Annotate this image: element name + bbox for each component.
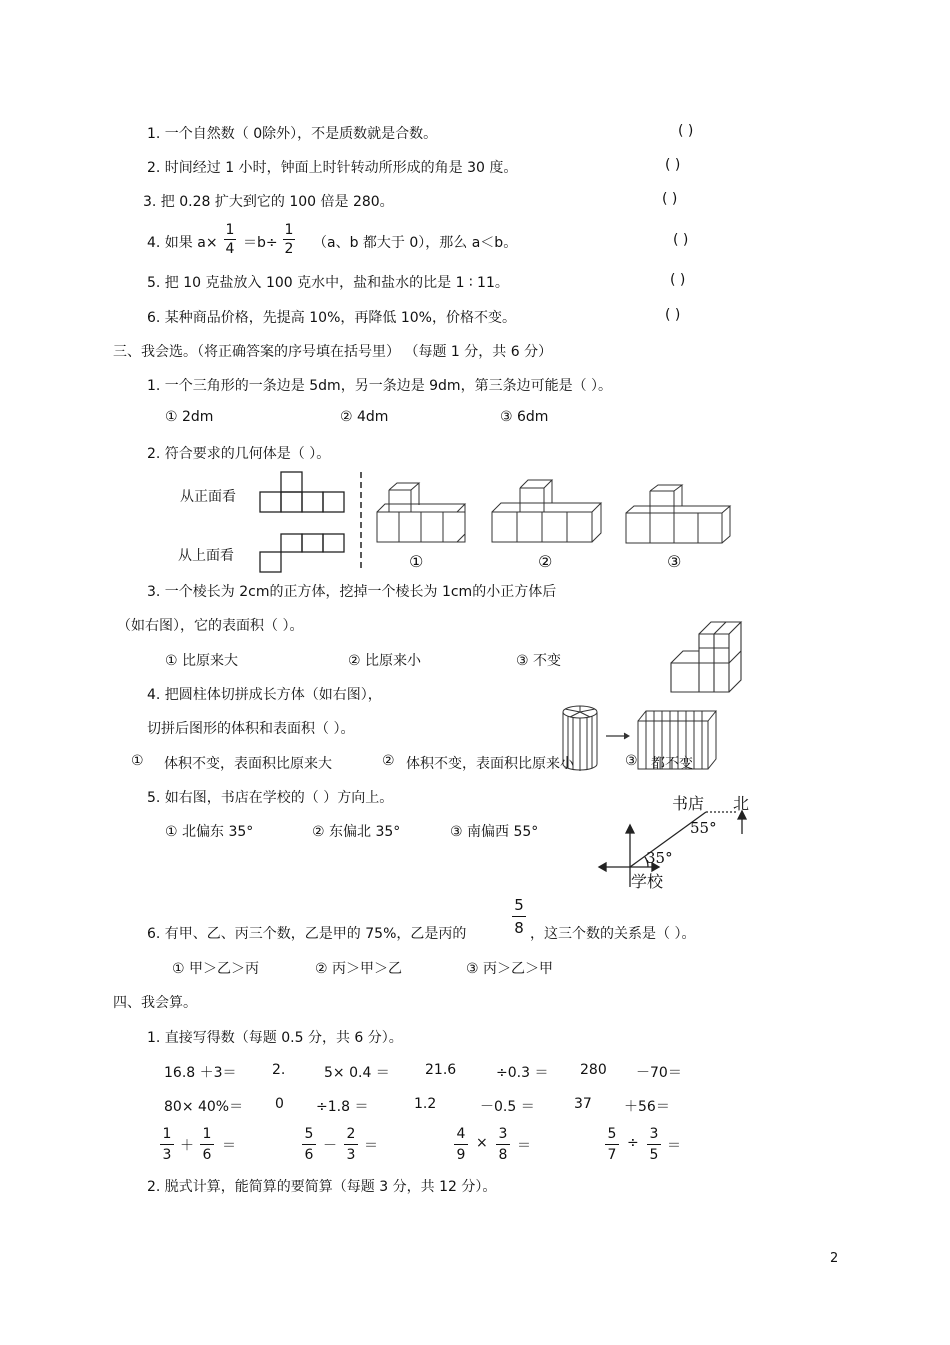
fraction-numerator: 5: [302, 1124, 316, 1145]
judge-item-4-post: （a、b 都大于 0），那么 a＜b。: [313, 235, 518, 251]
calc-row2-expr-3b: －0.5 ＝: [480, 1099, 535, 1115]
section-choose-heading: 三、我会选。（将正确答案的序号填在括号里） （每题 1 分，共 6 分）: [113, 344, 553, 360]
choose-q6-option-2[interactable]: ② 丙＞甲＞乙: [315, 961, 403, 977]
choose-q4-text: 4. 把圆柱体切拼成长方体（如右图），: [147, 687, 382, 703]
fraction-numerator: 2: [344, 1124, 358, 1145]
calc-row2-expr-2a: 0: [275, 1096, 284, 1112]
fraction-denominator: 9: [456, 1147, 466, 1163]
equals-sign: ＝: [222, 1138, 236, 1154]
judge-item-4-mid: ＝b÷: [243, 235, 278, 251]
fraction-denominator: 3: [162, 1147, 172, 1163]
north-label: 北: [733, 794, 750, 813]
equals-sign: ＝: [364, 1138, 378, 1154]
choose-q4-text2: 切拼后图形的体积和表面积（ ）。: [147, 721, 355, 737]
fraction-numerator: 1: [160, 1124, 174, 1145]
fraction: [344, 1124, 358, 1165]
operator: －: [323, 1138, 337, 1154]
cube-figure: [668, 608, 753, 696]
choose-q1-option-3[interactable]: ③ 6dm: [500, 409, 549, 425]
solid-option-2-label: ②: [538, 552, 553, 571]
calc-row2-expr-4a: 37: [574, 1096, 592, 1112]
calc-sub1: 1. 直接写得数（每题 0.5 分，共 6 分）。: [147, 1030, 403, 1046]
choose-q4-option-1[interactable]: 体积不变，表面积比原来大: [164, 756, 332, 772]
choose-q3-option-1[interactable]: ① 比原来大: [165, 653, 239, 669]
solid-option-2[interactable]: [490, 478, 605, 544]
equals-sign: ＝: [517, 1138, 531, 1154]
fraction-denominator: 6: [202, 1147, 212, 1163]
choose-q1-text: 1. 一个三角形的一条边是 5dm，另一条边是 9dm，第三条边可能是（ ）。: [147, 378, 613, 394]
choose-q5-text: 5. 如右图，书店在学校的（ ）方向上。: [147, 790, 394, 806]
choose-q5-option-2[interactable]: ② 东偏北 35°: [312, 824, 401, 840]
solid-option-3[interactable]: [624, 485, 732, 545]
choose-q4-option-2[interactable]: 体积不变，表面积比原来小: [406, 756, 574, 772]
judge-answer-1[interactable]: ( ): [678, 123, 694, 139]
projection-views-figure: [258, 470, 368, 580]
judge-answer-6[interactable]: ( ): [665, 307, 681, 323]
judge-item-3-text: 3. 把 0.28 扩大到它的 100 倍是 280。: [143, 194, 394, 210]
choose-q6-pre: 6. 有甲、乙、丙三个数，乙是甲的 75%，乙是丙的: [147, 926, 467, 942]
choose-q6-post: ，这三个数的关系是（ ）。: [530, 926, 696, 942]
fraction: [200, 1124, 214, 1165]
dashed-divider: [359, 472, 363, 572]
fraction-numerator: 1: [225, 222, 235, 238]
choose-q3-text: 3. 一个棱长为 2cm的正方体，挖掉一个棱长为 1cm的小正方体后: [147, 584, 557, 600]
angle-35-label: 35°: [646, 849, 673, 867]
judge-item-4-pre: 4. 如果 a×: [147, 235, 218, 251]
choose-q1-option-1[interactable]: ① 2dm: [165, 409, 214, 425]
bookstore-label: 书店: [672, 794, 705, 813]
fraction: [160, 1124, 174, 1165]
choose-q3-text2: （如右图），它的表面积（ ）。: [117, 618, 304, 634]
operator: ÷: [627, 1135, 639, 1151]
fraction-denominator: 7: [607, 1147, 617, 1163]
top-view-label: 从上面看: [178, 548, 234, 564]
judge-item-5-text: 5. 把 10 克盐放入 100 克水中，盐和盐水的比是 1 ∶ 11。: [147, 275, 509, 291]
judge-item-1-text: 1. 一个自然数（ 0除外），不是质数就是合数。: [147, 126, 438, 142]
section-calc-heading: 四、我会算。: [113, 995, 197, 1011]
calc-row1-expr-1: 16.8 ＋3＝: [164, 1065, 237, 1081]
calc-row2-expr-2b: ÷1.8 ＝: [316, 1099, 369, 1115]
cylinder-figure: [560, 703, 720, 771]
calc-row1-expr-4a: 280: [580, 1062, 607, 1078]
calc-row2-expr-4b: ＋56＝: [624, 1099, 670, 1115]
fraction-numerator: 3: [647, 1124, 661, 1145]
angle-55-label: 55°: [690, 819, 717, 837]
fraction-denominator: 4: [225, 241, 235, 257]
fraction-denominator: 5: [649, 1147, 659, 1163]
calc-row1-expr-2a: 2.: [272, 1062, 286, 1078]
front-view-label: 从正面看: [180, 489, 236, 505]
solid-option-1[interactable]: [375, 482, 470, 544]
operator: ×: [476, 1135, 488, 1151]
choose-q4-option-1-marker: ①: [131, 753, 144, 769]
fraction: [454, 1124, 468, 1165]
choose-q5-option-1[interactable]: ① 北偏东 35°: [165, 824, 254, 840]
fraction-1-4: [224, 221, 236, 258]
choose-q1-option-2[interactable]: ② 4dm: [340, 409, 389, 425]
fraction-numerator: 1: [284, 222, 294, 238]
choose-q6-option-1[interactable]: ① 甲＞乙＞丙: [172, 961, 260, 977]
fraction-denominator: 8: [498, 1147, 508, 1163]
fraction: [302, 1124, 316, 1165]
choose-q4-option-3-marker: ③: [625, 753, 638, 769]
school-label: 学校: [631, 872, 664, 891]
fraction: [496, 1124, 510, 1165]
fraction: [647, 1124, 661, 1165]
calc-row1-expr-3b: ÷0.3 ＝: [496, 1065, 549, 1081]
fraction-denominator: 6: [304, 1147, 314, 1163]
calc-row1-expr-4b: －70＝: [636, 1065, 682, 1081]
judge-item-2-text: 2. 时间经过 1 小时，钟面上时针转动所形成的角是 30 度。: [147, 160, 518, 176]
calc-row2-expr-3a: 1.2: [414, 1096, 437, 1112]
fraction-numerator: 5: [512, 894, 526, 917]
choose-q4-option-3[interactable]: 都不变: [651, 756, 693, 772]
solid-option-1-label: ①: [409, 552, 424, 571]
page-number: 2: [830, 1251, 839, 1266]
calc-row1-expr-2b: 5× 0.4 ＝: [324, 1065, 390, 1081]
fraction-numerator: 1: [200, 1124, 214, 1145]
choose-q3-option-3[interactable]: ③ 不变: [516, 653, 562, 669]
fraction-denominator: 3: [346, 1147, 356, 1163]
fraction-numerator: 4: [454, 1124, 468, 1145]
judge-answer-3[interactable]: ( ): [662, 191, 678, 207]
direction-map: [598, 787, 758, 893]
fraction-numerator: 3: [496, 1124, 510, 1145]
choose-q2-text: 2. 符合要求的几何体是（ ）。: [147, 446, 331, 462]
fraction-5-8: [512, 894, 526, 939]
equals-sign: ＝: [667, 1138, 681, 1154]
judge-answer-5[interactable]: ( ): [670, 272, 686, 288]
choose-q3-option-2[interactable]: ② 比原来小: [348, 653, 422, 669]
calc-sub2: 2. 脱式计算，能简算的要简算（每题 3 分，共 12 分）。: [147, 1179, 497, 1195]
choose-q5-option-3[interactable]: ③ 南偏西 55°: [450, 824, 539, 840]
fraction-1-2: [283, 221, 295, 258]
fraction-numerator: 5: [605, 1124, 619, 1145]
fraction: [605, 1124, 619, 1165]
calc-row1-expr-3a: 21.6: [425, 1062, 457, 1078]
solid-option-3-label: ③: [667, 552, 682, 571]
choose-q4-option-2-marker: ②: [382, 753, 395, 769]
fraction-denominator: 2: [284, 241, 294, 257]
fraction-denominator: 8: [514, 919, 524, 937]
judge-answer-2[interactable]: ( ): [665, 157, 681, 173]
judge-answer-4[interactable]: ( ): [673, 232, 689, 248]
choose-q6-option-3[interactable]: ③ 丙＞乙＞甲: [466, 961, 554, 977]
calc-row2-expr-1: 80× 40%＝: [164, 1099, 244, 1115]
operator: ＋: [180, 1138, 194, 1154]
judge-item-6-text: 6. 某种商品价格，先提高 10%，再降低 10%，价格不变。: [147, 310, 516, 326]
